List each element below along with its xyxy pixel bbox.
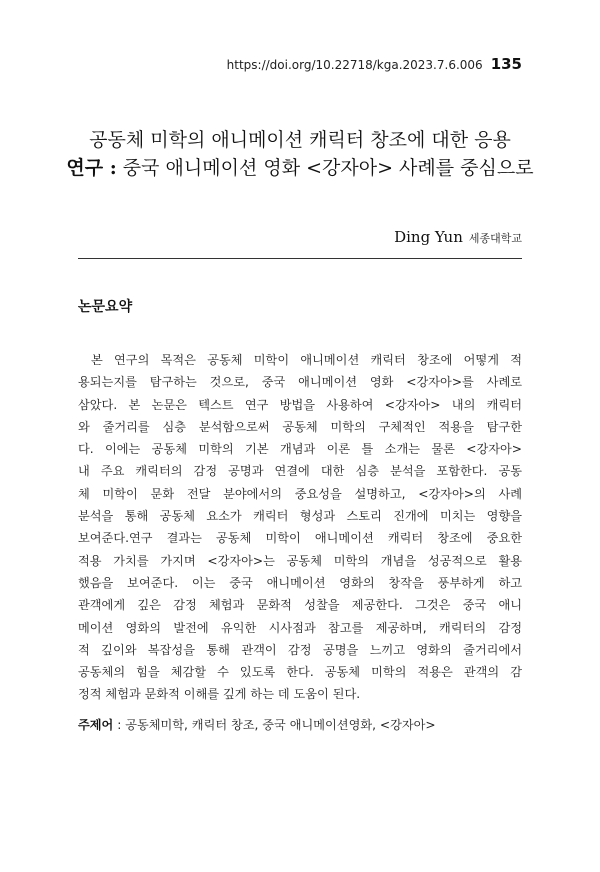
title-line-2-lead: 연구 : <box>66 157 117 179</box>
title-divider <box>78 258 522 259</box>
keywords-text: 공동체미학, 캐릭터 창조, 중국 애니메이션영화, <강자아> <box>125 718 436 732</box>
keywords-label: 주제어 <box>78 718 114 732</box>
paper-title <box>0 126 600 182</box>
abstract-line: 메이션 영화의 발전에 유익한 시사점과 참고를 제공하며, 캐릭터의 감정 <box>78 620 522 635</box>
abstract-line: 공동체의 힘을 체감할 수 있도록 한다. 공동체 미학의 적용은 관객의 감 <box>78 665 522 680</box>
author-affiliation: 세종대학교 <box>468 232 522 245</box>
abstract-line: 용되는지를 탐구하는 것으로, 중국 애니메이션 영화 <강자아>를 사례로 <box>78 375 522 390</box>
title-line-1: 공동체 미학의 애니메이션 캐릭터 창조에 대한 응용 <box>89 129 511 151</box>
abstract-heading: 논문요약 <box>78 299 133 315</box>
abstract-line: 내 주요 캐릭터의 감정 공명과 연결에 대한 심층 분석을 포함한다. 공동 <box>78 464 522 479</box>
running-header <box>227 55 522 73</box>
abstract-line: 분석을 통해 공동체 요소가 캐릭터 형성과 스토리 진개에 미치는 영향을 <box>78 509 522 524</box>
abstract-line: 했음을 보여준다. 이는 중국 애니메이션 영화의 창작을 풍부하게 하고 <box>78 575 522 590</box>
abstract-body <box>78 349 522 706</box>
doi-link[interactable]: https://doi.org/10.22718/kga.2023.7.6.006 <box>226 58 483 72</box>
title-line-2 <box>0 154 600 182</box>
abstract-line: 적 깊이와 복잡성을 통해 관객이 감정 공명을 느끼고 영화의 줄거리에서 <box>78 642 522 657</box>
abstract-line: 다. 이에는 공동체 미학의 기본 개념과 이론 틀 소개는 물론 <강자아> <box>78 442 522 457</box>
keywords-separator: : <box>113 718 126 732</box>
title-line-2-rest: 중국 애니메이션 영화 <강자아> 사례를 중심으로 <box>116 157 534 179</box>
abstract-line: 적용 가치를 가지며 <강자아>는 공동체 미학의 개념을 성공적으로 활용 <box>78 553 522 568</box>
author-block <box>394 228 522 246</box>
abstract-line: 체 미학이 문화 전달 분야에서의 중요성을 설명하고, <강자아>의 사례 <box>78 486 522 501</box>
author-name: Ding Yun <box>394 228 463 246</box>
abstract-line: 와 줄거리를 심층 분석함으로써 공동체 미학의 구체적인 적용을 탐구한 <box>78 419 522 434</box>
abstract-line: 보여준다.연구 결과는 공동체 미학이 애니메이션 캐릭터 창조에 중요한 <box>78 531 522 546</box>
page-number: 135 <box>490 55 522 73</box>
abstract-line: 삼았다. 본 논문은 텍스트 연구 방법을 사용하여 <강자아> 내의 캐릭터 <box>78 397 522 412</box>
abstract-line: 관객에게 깊은 감정 체험과 문화적 성찰을 제공한다. 그것은 중국 애니 <box>78 598 522 613</box>
abstract-line: 정적 체험과 문화적 이해를 깊게 하는 데 도움이 된다. <box>78 687 361 702</box>
keywords <box>78 716 436 733</box>
abstract-line: 본 연구의 목적은 공동체 미학이 애니메이션 캐릭터 창조에 어떻게 적 <box>91 353 522 367</box>
